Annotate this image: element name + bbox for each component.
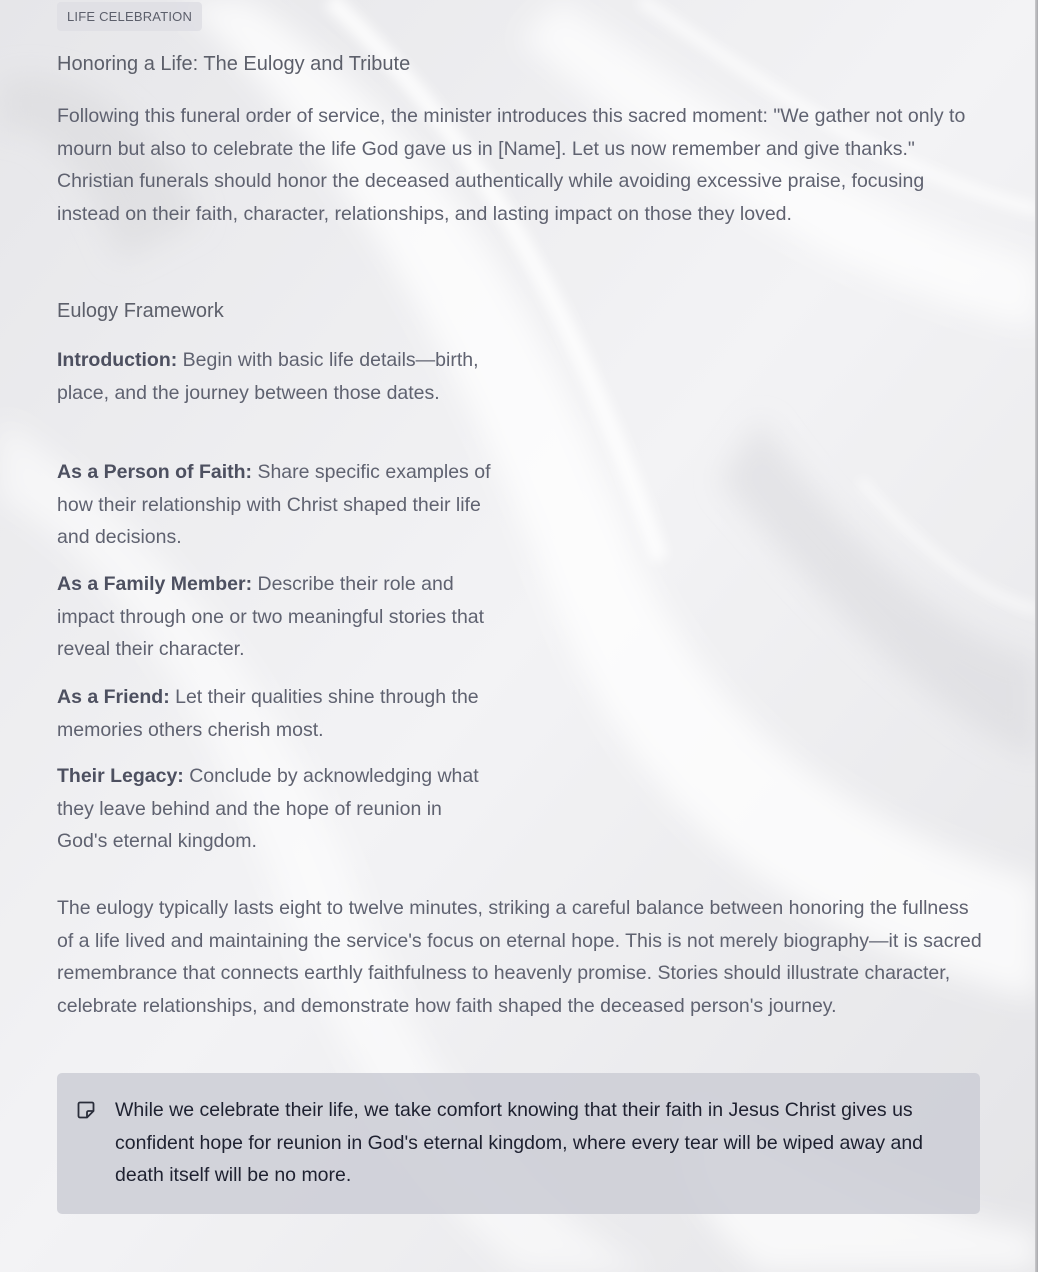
framework-item-text: Begin with basic life details—birth, place, and the journey between those dates. (57, 349, 479, 404)
closing-paragraph: The eulogy typically lasts eight to twelve minutes, striking a careful balance between honoring the fullness of a life lived and maintaining the service's focus on eternal hope. This is not merely biography—it is sacred remembrance that connects earthly faithfulness to heavenly promise. Stories should illustrate character, celebrate relationships, and demonstrate how faith shaped the deceased person's journey. (57, 897, 982, 1018)
note-icon (76, 1100, 96, 1120)
page-title: Honoring a Life: The Eulogy and Tribute (57, 53, 411, 75)
framework-item-label: As a Family Member: (57, 573, 253, 595)
framework-item-label: As a Person of Faith: (57, 461, 253, 483)
framework-item-friend (57, 681, 497, 746)
framework-item-text: Let their qualities shine through the memories others cherish most. (57, 686, 479, 741)
intro-paragraph: Following this funeral order of service, the minister introduces this sacred moment: "We gather not only to mourn but also to celebrate the life God gave us in [Name]. Let us now remember and give thanks." Christian funerals should honor the deceased authentically while avoiding excessive praise, focusing instead on their faith, character, relationships, and lasting impact on those they loved. (57, 105, 966, 226)
framework-item-family (57, 568, 497, 666)
callout-box (57, 1073, 980, 1214)
category-tag: LIFE CELEBRATION (57, 2, 202, 31)
framework-item-label: Introduction: (57, 349, 178, 371)
framework-item-legacy (57, 760, 497, 858)
framework-item-text: Conclude by acknowledging what they leave behind and the hope of reunion in God's eternal kingdom. (57, 765, 479, 853)
framework-item-faith (57, 456, 497, 554)
framework-item-label: Their Legacy: (57, 765, 184, 787)
framework-item-text: Share specific examples of how their relationship with Christ shaped their life and decisions. (57, 461, 491, 549)
callout-text: While we celebrate their life, we take comfort knowing that their faith in Jesus Christ gives us confident hope for reunion in God's eternal kingdom, where every tear will be wiped away and death itself will be no more. (115, 1099, 924, 1187)
framework-item-text: Describe their role and impact through one or two meaningful stories that reveal their character. (57, 573, 485, 661)
framework-item-label: As a Friend: (57, 686, 170, 708)
framework-heading: Eulogy Framework (57, 300, 224, 322)
framework-item-introduction (57, 344, 497, 409)
